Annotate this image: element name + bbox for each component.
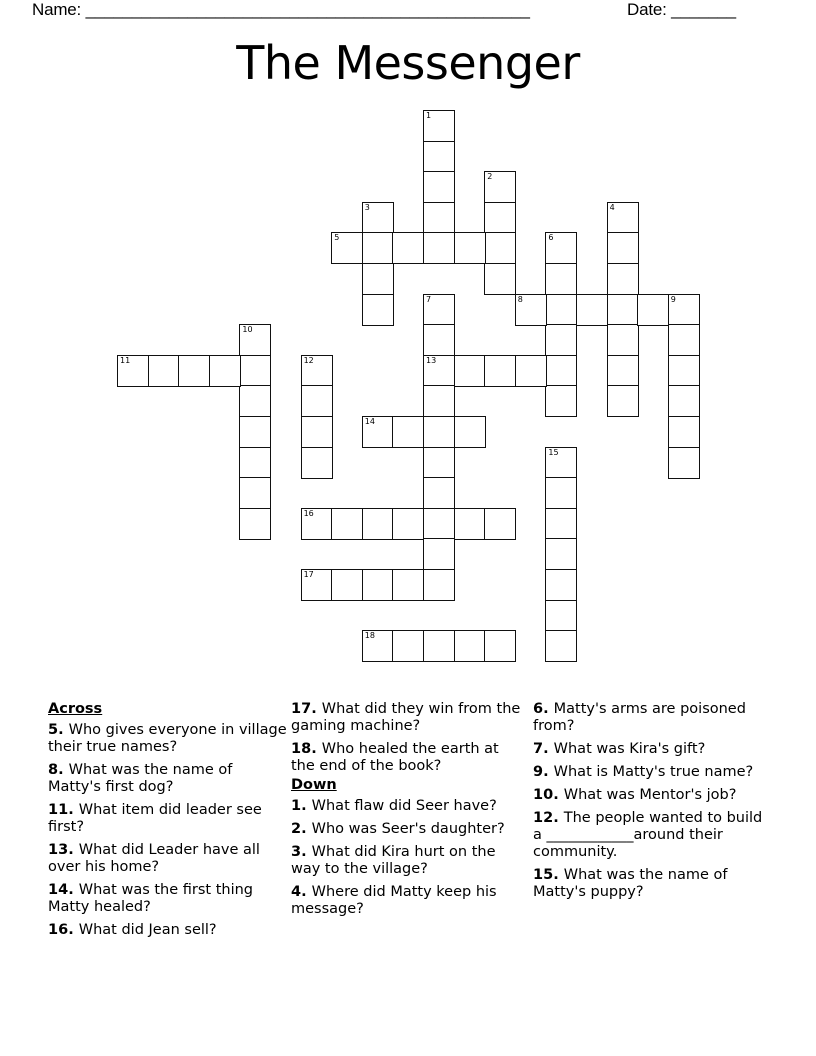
- clue-down: 6. Matty's arms are poisoned from?: [533, 701, 746, 734]
- grid-cell[interactable]: [239, 508, 271, 540]
- grid-cell[interactable]: [301, 416, 333, 448]
- grid-cell[interactable]: [484, 202, 516, 234]
- grid-cell[interactable]: [423, 630, 455, 662]
- clue-number: 10: [533, 787, 554, 803]
- grid-cell[interactable]: [545, 477, 577, 509]
- cell-number: 6: [548, 233, 554, 243]
- grid-cell[interactable]: [607, 355, 639, 387]
- grid-cell[interactable]: [484, 232, 516, 264]
- clue-text: Who was Seer's daughter?: [311, 821, 505, 837]
- grid-cell[interactable]: [301, 569, 333, 601]
- cell-number: 8: [517, 294, 523, 304]
- grid-cell[interactable]: [668, 294, 700, 326]
- grid-cell[interactable]: [301, 355, 333, 387]
- grid-cell[interactable]: [668, 355, 700, 387]
- clue-column-1: [48, 701, 288, 945]
- grid-cell[interactable]: [239, 385, 271, 417]
- cell-number: 14: [364, 417, 375, 426]
- grid-cell[interactable]: [362, 232, 394, 264]
- grid-cell[interactable]: [545, 385, 577, 417]
- cell-number: 3: [364, 202, 370, 212]
- grid-cell[interactable]: [668, 324, 700, 356]
- grid-cell[interactable]: [239, 355, 271, 387]
- grid-cell[interactable]: [239, 324, 271, 356]
- grid-cell[interactable]: [545, 508, 577, 540]
- name-field[interactable]: Name: ________________________________________________: [32, 0, 530, 19]
- grid-cell[interactable]: [637, 294, 669, 326]
- clue-across: 14. What was the first thing Matty healed?: [48, 882, 254, 915]
- grid-cell[interactable]: [545, 294, 577, 326]
- grid-cell[interactable]: [301, 508, 333, 540]
- clue-across: 17. What did they win from the gaming machine?: [291, 701, 521, 734]
- clue-text: Who healed the earth at the end of the book?: [291, 741, 499, 774]
- clue-number: 6: [533, 701, 544, 717]
- grid-cell[interactable]: [423, 294, 455, 326]
- page-title: The Messenger: [236, 36, 580, 90]
- clue-across: 11. What item did leader see first?: [48, 802, 262, 835]
- clue-number: 15: [533, 867, 554, 883]
- grid-cell[interactable]: [576, 294, 608, 326]
- clue-text: What flaw did Seer have?: [311, 798, 497, 814]
- cell-number: 18: [364, 631, 375, 641]
- grid-cell[interactable]: [423, 171, 455, 203]
- grid-cell[interactable]: [484, 630, 516, 662]
- grid-cell[interactable]: [239, 447, 271, 479]
- grid-cell[interactable]: [423, 508, 455, 540]
- grid-cell[interactable]: [668, 447, 700, 479]
- grid-cell[interactable]: [392, 569, 424, 601]
- clue-number: 11: [48, 802, 69, 818]
- grid-cell[interactable]: [607, 232, 639, 264]
- grid-cell[interactable]: [362, 202, 394, 234]
- grid-cell[interactable]: [362, 263, 394, 295]
- clue-number: 12: [533, 810, 554, 826]
- grid-cell[interactable]: [607, 202, 639, 234]
- grid-cell[interactable]: [515, 294, 547, 326]
- grid-cell[interactable]: [545, 447, 577, 479]
- clue-across: 8. What was the name of Matty's first dog?: [48, 762, 233, 795]
- clue-number: 1: [291, 798, 302, 814]
- grid-cell[interactable]: [423, 232, 455, 264]
- clue-number: 9: [533, 764, 544, 780]
- cell-number: 2: [487, 172, 493, 182]
- cell-number: 12: [303, 355, 314, 365]
- grid-cell[interactable]: [423, 324, 455, 356]
- grid-cell[interactable]: [515, 355, 547, 387]
- cell-number: 17: [303, 570, 314, 579]
- grid-cell[interactable]: [423, 447, 455, 479]
- grid-cell[interactable]: [545, 569, 577, 601]
- grid-cell[interactable]: [423, 110, 455, 142]
- grid-cell[interactable]: [454, 508, 486, 540]
- grid-cell[interactable]: [392, 232, 424, 264]
- clue-down: 1. What flaw did Seer have?: [291, 798, 497, 814]
- clue-across: 18. Who healed the earth at the end of the book?: [291, 741, 499, 774]
- grid-cell[interactable]: [331, 569, 363, 601]
- clue-across: 13. What did Leader have all over his home?: [48, 842, 260, 875]
- clue-down: 2. Who was Seer's daughter?: [291, 821, 505, 837]
- grid-cell[interactable]: [423, 538, 455, 570]
- grid-cell[interactable]: [301, 385, 333, 417]
- grid-cell[interactable]: [423, 477, 455, 509]
- cell-number: 15: [548, 447, 559, 457]
- cell-number: 1: [426, 111, 432, 120]
- clue-across: 5. Who gives everyone in village their true names?: [48, 722, 287, 755]
- clue-text: Matty's arms are poisoned from?: [533, 701, 746, 734]
- grid-cell[interactable]: [209, 355, 241, 387]
- down-heading: Down: [291, 777, 337, 793]
- clue-text: What was Mentor's job?: [563, 787, 737, 803]
- clue-number: 4: [291, 884, 302, 900]
- grid-cell[interactable]: [545, 630, 577, 662]
- clue-text: What was the name of Matty's first dog?: [48, 762, 233, 795]
- grid-cell[interactable]: [668, 385, 700, 417]
- cell-number: 5: [334, 233, 340, 243]
- clue-down: 4. Where did Matty keep his message?: [291, 884, 497, 917]
- grid-cell[interactable]: [668, 416, 700, 448]
- clue-column-2: [291, 701, 527, 924]
- grid-cell[interactable]: [484, 263, 516, 295]
- grid-cell[interactable]: [331, 232, 363, 264]
- clue-down: 12. The people wanted to build a ____________around their community.: [533, 810, 763, 860]
- grid-cell[interactable]: [607, 263, 639, 295]
- grid-cell[interactable]: [545, 355, 577, 387]
- grid-cell[interactable]: [454, 416, 486, 448]
- grid-cell[interactable]: [423, 385, 455, 417]
- grid-cell[interactable]: [454, 630, 486, 662]
- grid-cell[interactable]: [545, 538, 577, 570]
- clue-down: 10. What was Mentor's job?: [533, 787, 737, 803]
- clue-number: 17: [291, 701, 312, 717]
- grid-cell[interactable]: [362, 569, 394, 601]
- clue-number: 18: [291, 741, 312, 757]
- clue-number: 8: [48, 762, 59, 778]
- grid-cell[interactable]: [117, 355, 149, 387]
- clue-number: 13: [48, 842, 69, 858]
- grid-cell[interactable]: [423, 416, 455, 448]
- grid-cell[interactable]: [607, 324, 639, 356]
- grid-cell[interactable]: [362, 294, 394, 326]
- grid-cell[interactable]: [545, 600, 577, 632]
- across-heading: Across: [48, 701, 103, 717]
- clue-number: 3: [291, 844, 302, 860]
- grid-cell[interactable]: [484, 355, 516, 387]
- clue-text: What did Kira hurt on the way to the village?: [291, 844, 496, 877]
- grid-cell[interactable]: [607, 294, 639, 326]
- cell-number: 13: [426, 355, 437, 365]
- grid-cell[interactable]: [423, 141, 455, 173]
- grid-cell[interactable]: [392, 508, 424, 540]
- grid-cell[interactable]: [392, 416, 424, 448]
- cell-number: 4: [609, 202, 615, 212]
- clue-text: What did Jean sell?: [78, 922, 217, 938]
- grid-cell[interactable]: [392, 630, 424, 662]
- clue-number: 14: [48, 882, 69, 898]
- clue-down: 15. What was the name of Matty's puppy?: [533, 867, 728, 900]
- date-field[interactable]: Date: _______: [627, 0, 736, 19]
- clue-text: Where did Matty keep his message?: [291, 884, 497, 917]
- grid-cell[interactable]: [178, 355, 210, 387]
- grid-cell[interactable]: [148, 355, 180, 387]
- grid-cell[interactable]: [454, 232, 486, 264]
- clue-number: 2: [291, 821, 302, 837]
- clue-text: Who gives everyone in village their true names?: [48, 722, 287, 755]
- clue-text: What item did leader see first?: [48, 802, 262, 835]
- cell-number: 11: [120, 355, 131, 365]
- clue-text: What did they win from the gaming machine?: [291, 701, 521, 734]
- grid-cell[interactable]: [545, 263, 577, 295]
- grid-cell[interactable]: [423, 355, 455, 387]
- grid-cell[interactable]: [545, 232, 577, 264]
- clue-down: 7. What was Kira's gift?: [533, 741, 706, 757]
- grid-cell[interactable]: [239, 416, 271, 448]
- cell-number: 7: [426, 294, 432, 304]
- clue-text: What is Matty's true name?: [553, 764, 754, 780]
- clue-down: 9. What is Matty's true name?: [533, 764, 754, 780]
- grid-cell[interactable]: [484, 508, 516, 540]
- clue-number: 5: [48, 722, 59, 738]
- clue-text: What was Kira's gift?: [553, 741, 706, 757]
- clue-number: 16: [48, 922, 69, 938]
- grid-cell[interactable]: [454, 355, 486, 387]
- grid-cell[interactable]: [545, 324, 577, 356]
- clue-across: 16. What did Jean sell?: [48, 922, 217, 938]
- cell-number: 9: [670, 294, 676, 304]
- grid-cell[interactable]: [607, 385, 639, 417]
- grid-cell[interactable]: [239, 477, 271, 509]
- clue-number: 7: [533, 741, 544, 757]
- clue-column-3: [533, 701, 765, 907]
- grid-cell[interactable]: [362, 416, 394, 448]
- cell-number: 16: [303, 508, 314, 518]
- clue-text: The people wanted to build a ____________around their community.: [533, 810, 763, 860]
- clue-down: 3. What did Kira hurt on the way to the village?: [291, 844, 496, 877]
- clue-text: What did Leader have all over his home?: [48, 842, 260, 875]
- grid-cell[interactable]: [331, 508, 363, 540]
- grid-cell[interactable]: [301, 447, 333, 479]
- grid-cell[interactable]: [423, 202, 455, 234]
- grid-cell[interactable]: [362, 630, 394, 662]
- grid-cell[interactable]: [484, 171, 516, 203]
- grid-cell[interactable]: [362, 508, 394, 540]
- grid-cell[interactable]: [423, 569, 455, 601]
- cell-number: 10: [242, 325, 253, 335]
- clue-text: What was the name of Matty's puppy?: [533, 867, 728, 900]
- clue-text: What was the first thing Matty healed?: [48, 882, 254, 915]
